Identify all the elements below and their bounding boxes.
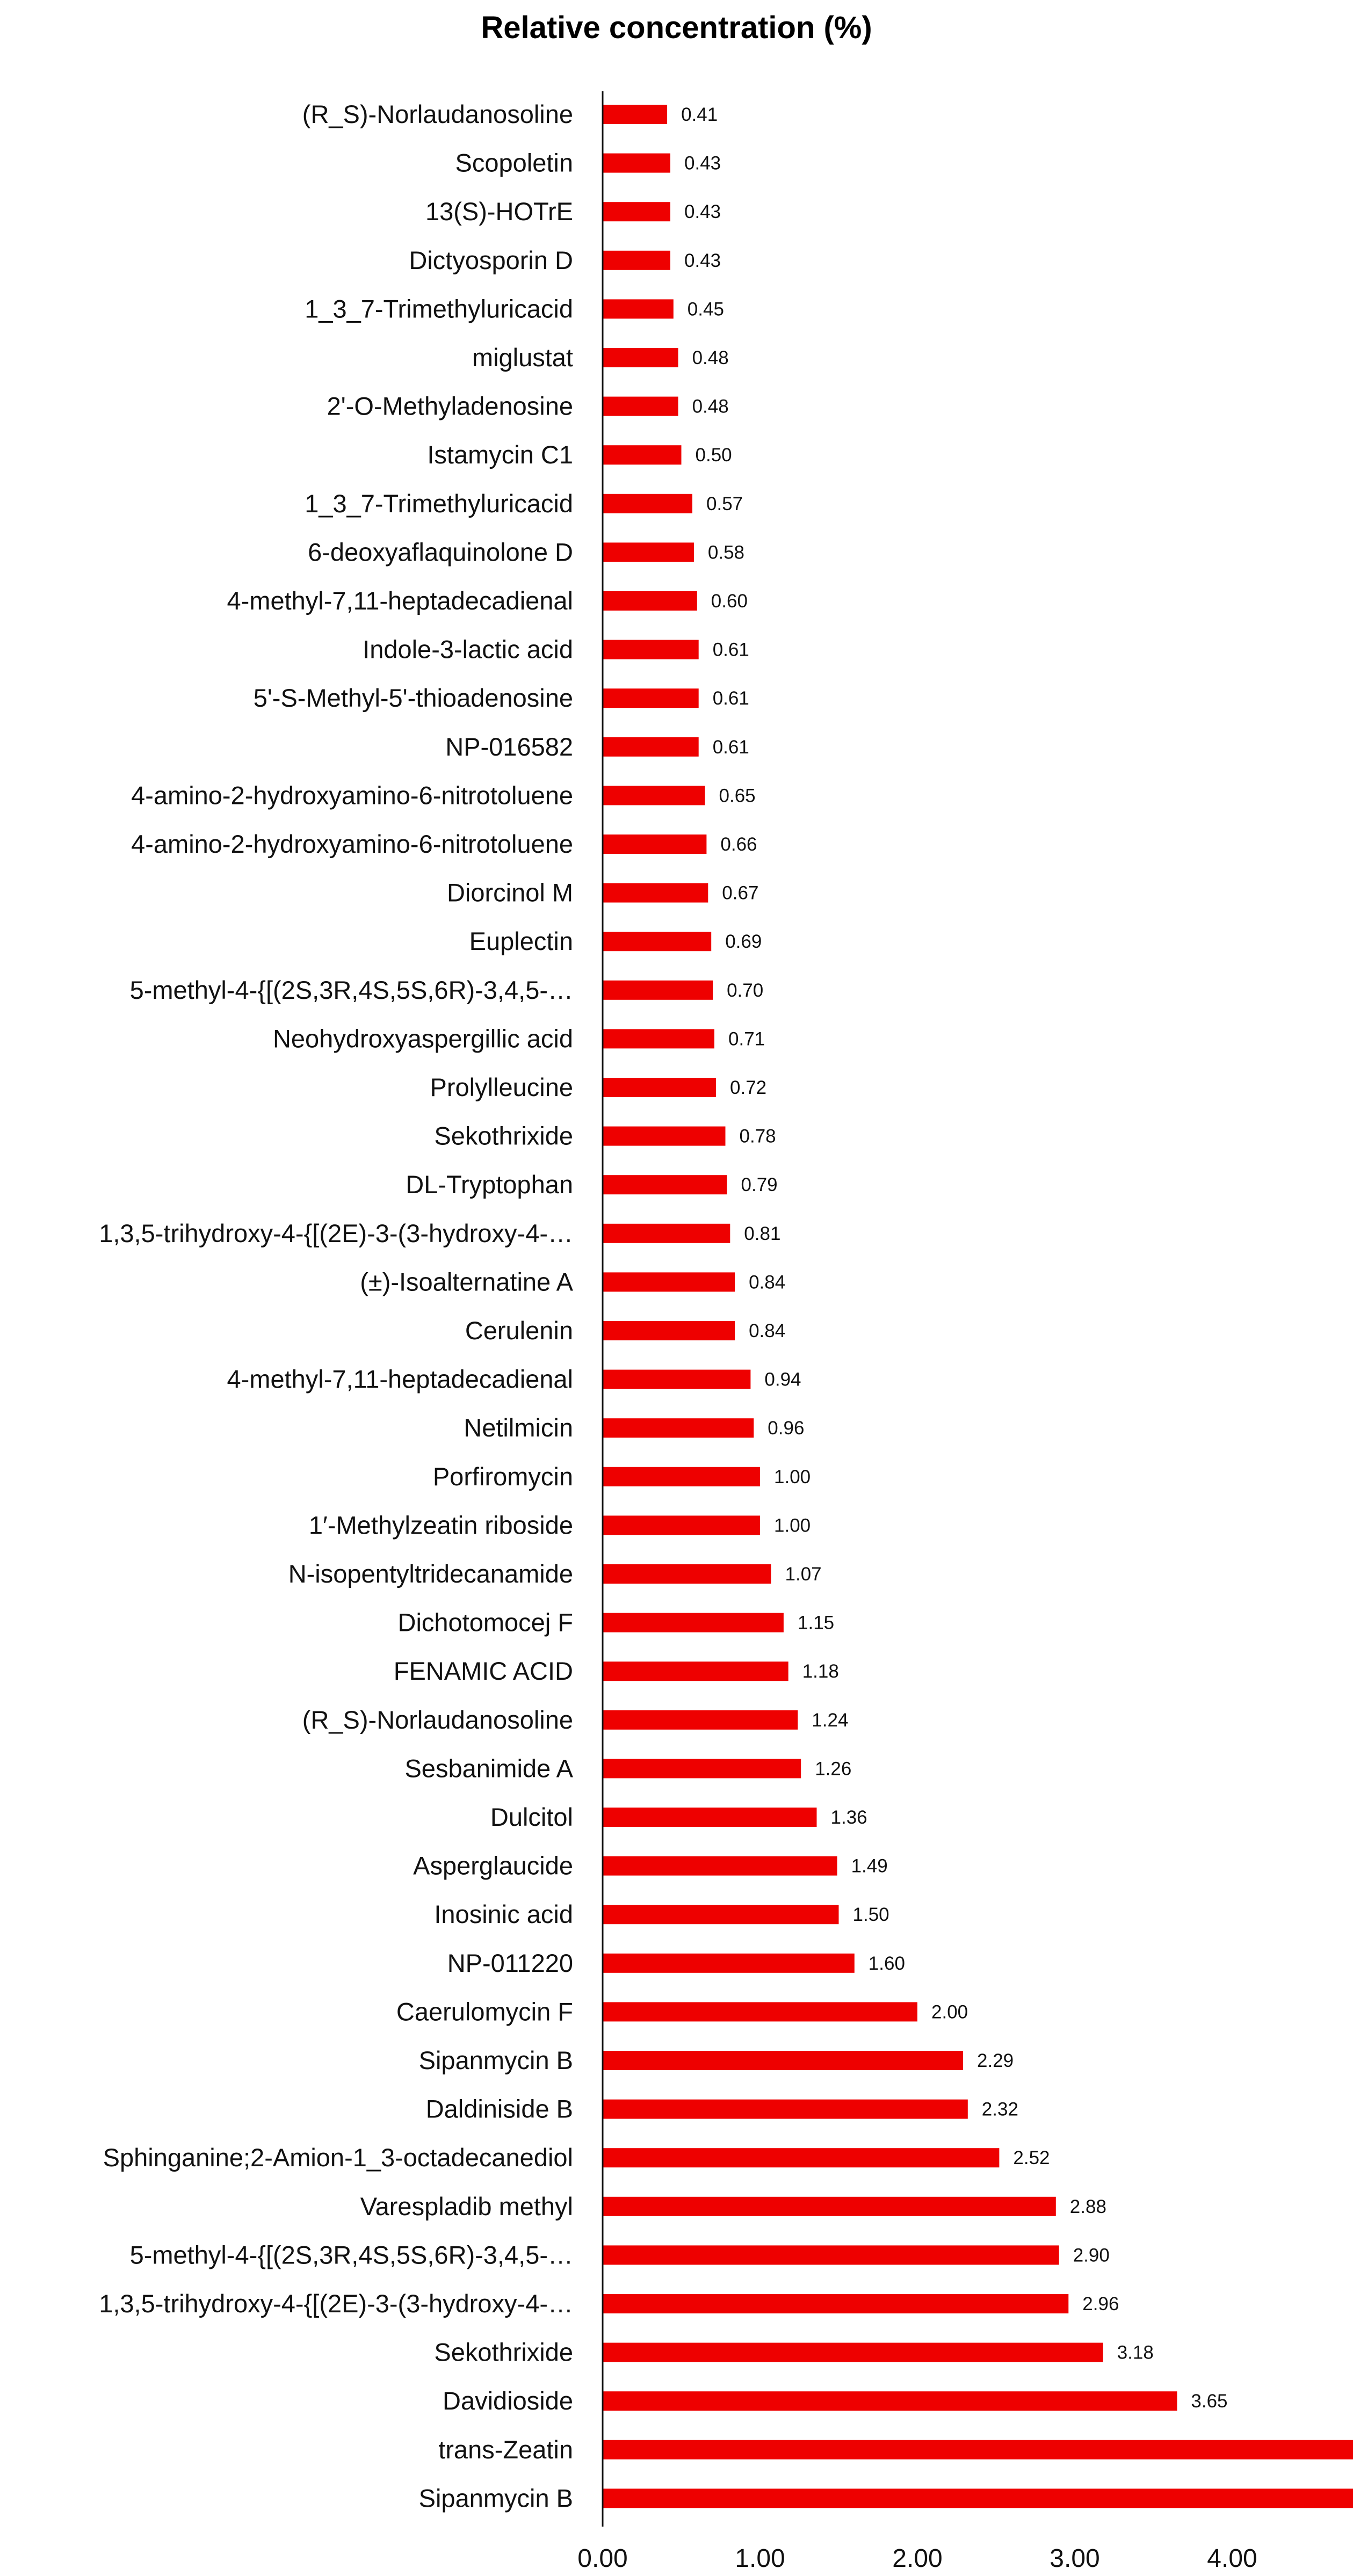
category-label: 2'-O-Methyladenosine [327,391,573,420]
x-tick-label: 4.00 [1207,2544,1257,2573]
bar [603,2051,963,2070]
bar [603,299,674,318]
category-label: (R_S)-Norlaudanosoline [302,100,573,128]
bar [603,1905,839,1924]
category-label: Caerulomycin F [396,1997,573,2026]
bar [603,494,692,513]
category-label: miglustat [472,343,573,372]
bar [603,1467,760,1486]
value-label: 3.18 [1117,2342,1154,2363]
bar [603,1808,817,1827]
category-label: Sekothrixide [434,1121,573,1150]
bar [603,1321,735,1340]
x-tick-label: 0.00 [577,2544,628,2573]
value-label: 0.67 [722,882,759,904]
category-label: Inosinic acid [434,1900,573,1929]
value-label: 0.71 [728,1028,765,1050]
bar [603,542,694,562]
value-label: 0.43 [684,250,721,271]
value-label: 0.45 [687,299,724,320]
category-label: Dichotomocej F [397,1608,573,1637]
x-tick-label: 2.00 [892,2544,943,2573]
bar [603,1029,714,1048]
value-label: 0.48 [692,396,729,417]
category-label: Sphinganine;2-Amion-1_3-octadecanediol [103,2143,573,2172]
value-label: 0.94 [764,1369,801,1390]
bar [603,397,678,416]
category-label: 1′-Methylzeatin riboside [308,1511,573,1540]
bar [603,981,713,1000]
value-label: 2.90 [1073,2245,1110,2266]
category-label: (±)-Isoalternatine A [360,1267,573,1296]
bar [603,737,699,757]
category-label: NP-011220 [447,1948,573,1977]
bar [603,2440,1353,2459]
category-label: Dulcitol [490,1803,573,1831]
value-label: 1.49 [851,1855,888,1877]
category-label: 4-methyl-7,11-heptadecadienal [227,586,573,615]
value-label: 0.43 [684,153,721,174]
bar [603,835,706,854]
category-label: 4-amino-2-hydroxyamino-6-nitrotoluene [131,781,573,810]
x-tick-label: 1.00 [735,2544,785,2573]
bar [603,1661,788,1681]
value-label: 0.70 [727,979,764,1001]
value-label: 2.29 [977,2050,1014,2071]
value-label: 1.50 [852,1904,889,1926]
bar [603,348,678,367]
value-label: 1.18 [802,1661,839,1682]
value-label: 0.96 [768,1418,805,1439]
category-label: Varespladib methyl [360,2192,573,2221]
category-label: Istamycin C1 [427,440,573,469]
category-label: DL-Tryptophan [406,1170,573,1199]
value-label: 0.78 [739,1126,776,1147]
value-label: 0.72 [730,1077,767,1098]
value-label: 2.00 [931,2001,968,2023]
bar [603,883,708,903]
category-label: Daldiniside B [425,2094,573,2123]
category-label: NP-016582 [445,732,573,761]
value-label: 0.84 [749,1320,786,1341]
value-label: 1.00 [774,1466,811,1487]
value-label: 0.66 [720,834,757,855]
category-label: Prolylleucine [430,1073,573,1101]
value-label: 0.58 [707,542,745,563]
value-label: 2.96 [1082,2294,1119,2314]
value-label: 0.50 [695,445,732,466]
value-label: 2.52 [1013,2147,1050,2169]
category-label: 5-methyl-4-{[(2S,3R,4S,5S,6R)-3,4,5-… [129,975,573,1004]
bar [603,2343,1103,2362]
value-label: 0.69 [725,931,762,953]
bar [603,1515,760,1535]
bar [603,1127,726,1146]
bar [603,2488,1353,2508]
category-label: Sekothrixide [434,2338,573,2367]
category-label: Cerulenin [465,1316,573,1345]
category-label: Euplectin [469,927,573,956]
value-label: 0.48 [692,347,729,368]
category-label: Porfiromycin [432,1462,573,1491]
category-label: 1_3_7-Trimethyluricacid [305,294,573,323]
value-label: 1.36 [830,1807,867,1828]
value-label: 1.24 [812,1709,849,1731]
value-label: 0.43 [684,201,721,223]
bar [603,2002,917,2021]
category-label: Neohydroxyaspergillic acid [272,1024,573,1053]
bar [603,591,697,611]
category-label: trans-Zeatin [438,2435,573,2464]
bar [603,1564,771,1584]
category-label: FENAMIC ACID [393,1657,573,1686]
value-label: 1.07 [785,1564,822,1585]
bar [603,2391,1177,2411]
bar [603,2294,1068,2313]
x-tick-label: 3.00 [1050,2544,1100,2573]
bar [603,2100,968,2119]
bar [603,1224,730,1243]
value-label: 1.26 [815,1758,852,1780]
bar [603,1078,716,1097]
bar [603,1370,750,1389]
bar [603,2245,1059,2265]
value-label: 0.61 [712,736,749,758]
category-label: 5-methyl-4-{[(2S,3R,4S,5S,6R)-3,4,5-… [129,2240,573,2269]
bar [603,1175,727,1194]
category-label: 5'-S-Methyl-5'-thioadenosine [253,684,573,713]
category-labels-layer [99,100,573,2512]
bar [603,251,670,270]
category-label: Sipanmycin B [418,2484,573,2513]
category-label: 1,3,5-trihydroxy-4-{[(2E)-3-(3-hydroxy-4-… [99,2289,573,2318]
category-label: N-isopentyltridecanamide [288,1559,573,1588]
category-label: (R_S)-Norlaudanosoline [302,1705,573,1734]
category-label: Scopoletin [455,148,573,177]
bar [603,1272,735,1291]
bar [603,1856,837,1876]
value-label: 0.57 [706,493,743,514]
bar [603,786,705,805]
value-label: 1.60 [868,1953,905,1974]
category-label: Diorcinol M [446,878,573,907]
bar [603,932,711,951]
value-label: 2.32 [981,2099,1018,2120]
value-label: 0.61 [712,688,749,709]
value-label: 0.79 [741,1174,778,1196]
value-label: 3.65 [1191,2391,1228,2412]
category-label: 6-deoxyaflaquinolone D [308,538,573,567]
bar [603,154,670,173]
category-label: Sesbanimide A [404,1754,573,1783]
category-label: Davidioside [443,2386,573,2415]
category-label: Indole-3-lactic acid [363,635,573,664]
value-label: 0.61 [712,639,749,661]
bar [603,688,699,708]
chart-title: Relative concentration (%) [481,10,872,45]
value-label: 0.60 [711,591,748,612]
category-label: Dictyosporin D [409,245,573,274]
value-label: 0.41 [681,104,718,125]
value-label: 2.88 [1069,2196,1106,2217]
bar [603,1613,784,1632]
bar [603,640,699,659]
bar [603,2148,999,2167]
bar [603,1954,855,1973]
bar [603,202,670,221]
value-label: 0.65 [719,785,756,807]
value-label: 1.00 [774,1515,811,1536]
bar [603,2197,1056,2216]
category-label: 1,3,5-trihydroxy-4-{[(2E)-3-(3-hydroxy-4-… [99,1218,573,1247]
category-label: Netilmicin [464,1413,573,1442]
value-label: 0.84 [749,1272,786,1293]
category-label: 13(S)-HOTrE [425,197,573,226]
value-label: 0.81 [744,1223,781,1244]
bar [603,445,682,465]
category-label: Sipanmycin B [418,2046,573,2074]
category-label: 1_3_7-Trimethyluricacid [305,489,573,518]
bar [603,105,667,124]
category-label: 4-amino-2-hydroxyamino-6-nitrotoluene [131,830,573,858]
bar [603,1710,798,1730]
category-label: 4-methyl-7,11-heptadecadienal [227,1365,573,1394]
bar [603,1759,801,1778]
category-label: Asperglaucide [413,1851,573,1880]
bar [603,1418,754,1438]
value-label: 1.15 [798,1612,835,1634]
